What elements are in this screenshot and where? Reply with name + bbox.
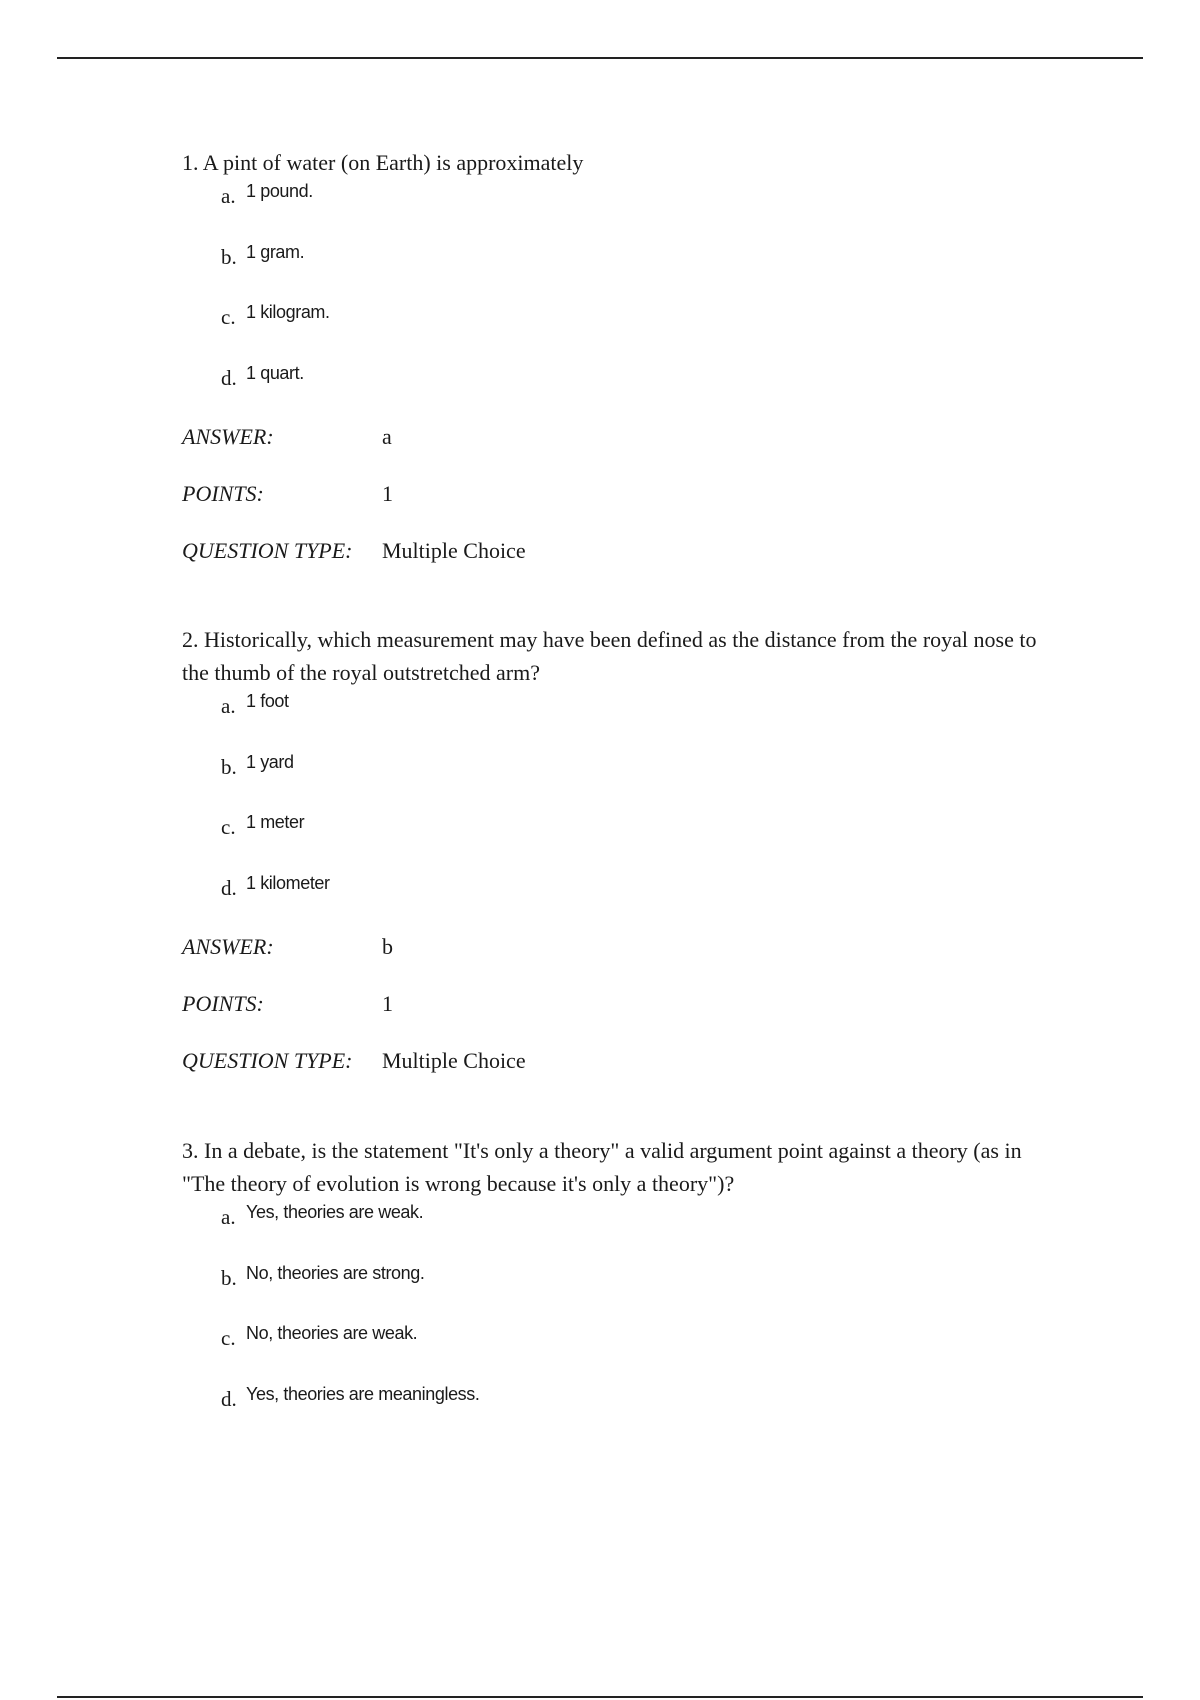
option-text: No, theories are weak. — [246, 1323, 418, 1343]
option-letter: c. — [221, 305, 236, 329]
question-type-value: Multiple Choice — [382, 538, 526, 563]
option-letter: b. — [221, 754, 237, 779]
answer-row — [182, 424, 1062, 481]
points-row — [182, 991, 1062, 1048]
question-1 — [182, 144, 1062, 595]
question-type-label: QUESTION TYPE: — [182, 1048, 353, 1073]
points-label: POINTS: — [182, 481, 264, 506]
question-meta — [182, 424, 1062, 595]
option-text: 1 foot — [246, 691, 289, 711]
option-text: No, theories are strong. — [246, 1262, 425, 1283]
option-text: 1 quart. — [246, 362, 304, 383]
option-text: Yes, theories are weak. — [246, 1202, 424, 1222]
question-type-row — [182, 538, 1062, 595]
option-letter: a. — [221, 1205, 236, 1229]
question-stem: 3. In a debate, is the statement "It's only a theory" a valid argument point against a theory (as in "The theory of evolution is wrong because it's only a theory")? — [182, 1138, 1022, 1196]
option-text: 1 yard — [246, 751, 294, 772]
option-letter: c. — [221, 1326, 236, 1350]
points-row — [182, 481, 1062, 538]
points-value: 1 — [382, 481, 393, 506]
option-b — [221, 240, 1062, 301]
option-text: 1 pound. — [246, 181, 313, 201]
option-d — [221, 1382, 1062, 1443]
question-type-value: Multiple Choice — [382, 1048, 526, 1073]
question-meta — [182, 934, 1062, 1105]
option-letter: d. — [221, 365, 237, 390]
option-a — [221, 689, 1062, 750]
option-letter: b. — [221, 244, 237, 269]
option-d — [221, 871, 1062, 932]
option-text: Yes, theories are meaningless. — [246, 1383, 480, 1404]
footer-rule — [57, 1696, 1143, 1698]
option-letter: a. — [221, 694, 236, 718]
question-3 — [182, 1132, 1062, 1442]
option-text: 1 kilogram. — [246, 302, 330, 322]
option-list — [182, 689, 1062, 931]
option-text: 1 kilometer — [246, 872, 330, 893]
answer-value: a — [382, 424, 392, 449]
option-text: 1 meter — [246, 812, 305, 832]
question-type-label: QUESTION TYPE: — [182, 538, 353, 563]
answer-value: b — [382, 934, 393, 959]
option-text: 1 gram. — [246, 241, 305, 262]
option-c — [221, 1321, 1062, 1382]
question-type-row — [182, 1048, 1062, 1105]
option-letter: a. — [221, 184, 236, 208]
answer-row — [182, 934, 1062, 991]
option-letter: d. — [221, 1386, 237, 1411]
option-a — [221, 179, 1062, 240]
option-c — [221, 300, 1062, 361]
option-d — [221, 361, 1062, 422]
answer-label: ANSWER: — [182, 934, 274, 959]
option-list — [182, 1200, 1062, 1442]
option-list — [182, 179, 1062, 421]
points-value: 1 — [382, 991, 393, 1016]
option-letter: d. — [221, 875, 237, 900]
option-b — [221, 1261, 1062, 1322]
question-2 — [182, 621, 1062, 1105]
option-a — [221, 1200, 1062, 1261]
option-b — [221, 750, 1062, 811]
option-c — [221, 810, 1062, 871]
option-letter: b. — [221, 1265, 237, 1290]
header-rule — [57, 57, 1143, 59]
question-stem: 2. Historically, which measurement may have been defined as the distance from the royal nose to the thumb of the royal outstretched arm? — [182, 627, 1037, 685]
option-letter: c. — [221, 815, 236, 839]
answer-label: ANSWER: — [182, 424, 274, 449]
question-stem: 1. A pint of water (on Earth) is approximately — [182, 150, 584, 175]
points-label: POINTS: — [182, 991, 264, 1016]
